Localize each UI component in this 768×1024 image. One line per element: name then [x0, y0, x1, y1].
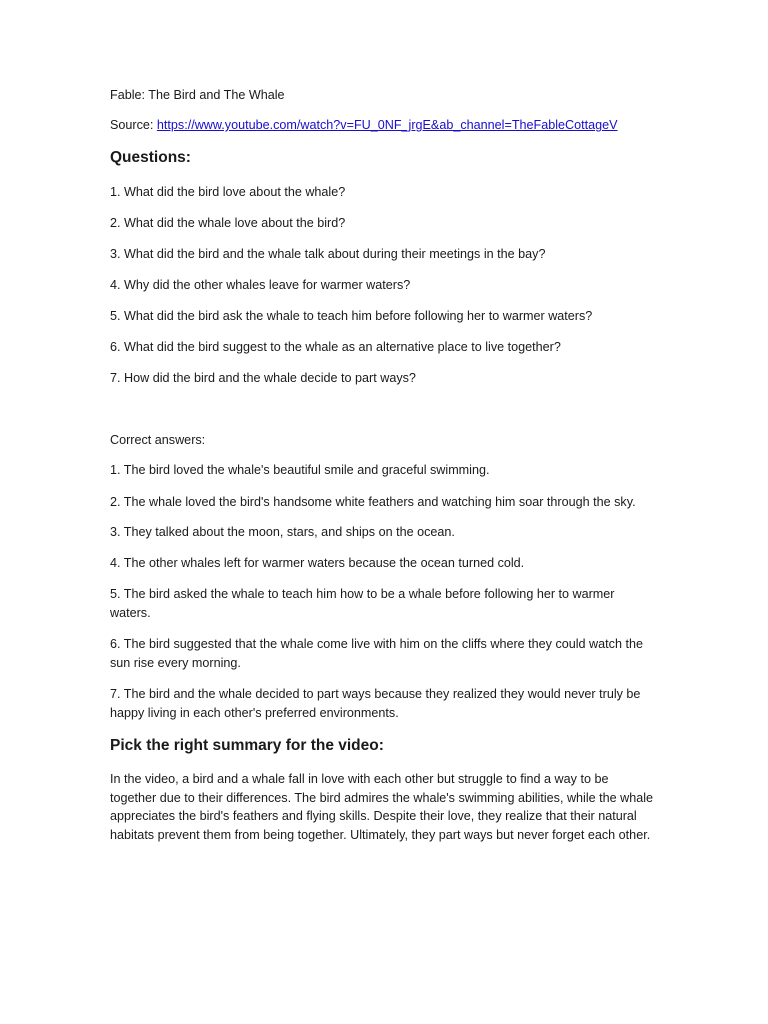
question-item: 1. What did the bird love about the whale? [110, 185, 346, 199]
source-link[interactable]: https://www.youtube.com/watch?v=FU_0NF_jrgE&ab_channel=TheFableCottageV [156, 118, 618, 132]
question-item: 3. What did the bird and the whale talk about during their meetings in the bay? [110, 247, 546, 261]
questions-heading: Questions: [110, 149, 191, 166]
source-line [110, 116, 662, 135]
summary-paragraph: In the video, a bird and a whale fall in love with each other but struggle to find a way to be together due to their differences. The bird admires the whale's swimming abilities, while the whale appreciates the bird's feathers and flying skills. Despite their love, they realize that their natural habitats prevent them from being together. Ultimately, they part ways but never forget each other. [110, 772, 654, 843]
answer-item: 7. The bird and the whale decided to part ways because they realized they would never truly be happy living in each other's preferred environments. [110, 687, 641, 720]
document-title: Fable: The Bird and The Whale [110, 88, 285, 102]
answer-item: 2. The whale loved the bird's handsome white feathers and watching him soar through the sky. [110, 495, 636, 509]
source-label: Source: [110, 118, 157, 132]
question-item: 7. How did the bird and the whale decide to part ways? [110, 371, 416, 385]
summary-heading: Pick the right summary for the video: [110, 737, 384, 754]
answer-item: 5. The bird asked the whale to teach him how to be a whale before following her to warmer waters. [110, 587, 615, 620]
answer-item: 3. They talked about the moon, stars, and ships on the ocean. [110, 525, 455, 539]
question-item: 5. What did the bird ask the whale to teach him before following her to warmer waters? [110, 309, 593, 323]
answer-item: 6. The bird suggested that the whale come live with him on the cliffs where they could watch the sun rise every morning. [110, 637, 643, 670]
question-item: 4. Why did the other whales leave for warmer waters? [110, 278, 411, 292]
answers-label: Correct answers: [110, 433, 206, 447]
answer-item: 4. The other whales left for warmer waters because the ocean turned cold. [110, 556, 525, 570]
question-item: 2. What did the whale love about the bird? [110, 216, 346, 230]
question-item: 6. What did the bird suggest to the whale as an alternative place to live together? [110, 340, 561, 354]
answer-item: 1. The bird loved the whale's beautiful smile and graceful swimming. [110, 463, 490, 477]
